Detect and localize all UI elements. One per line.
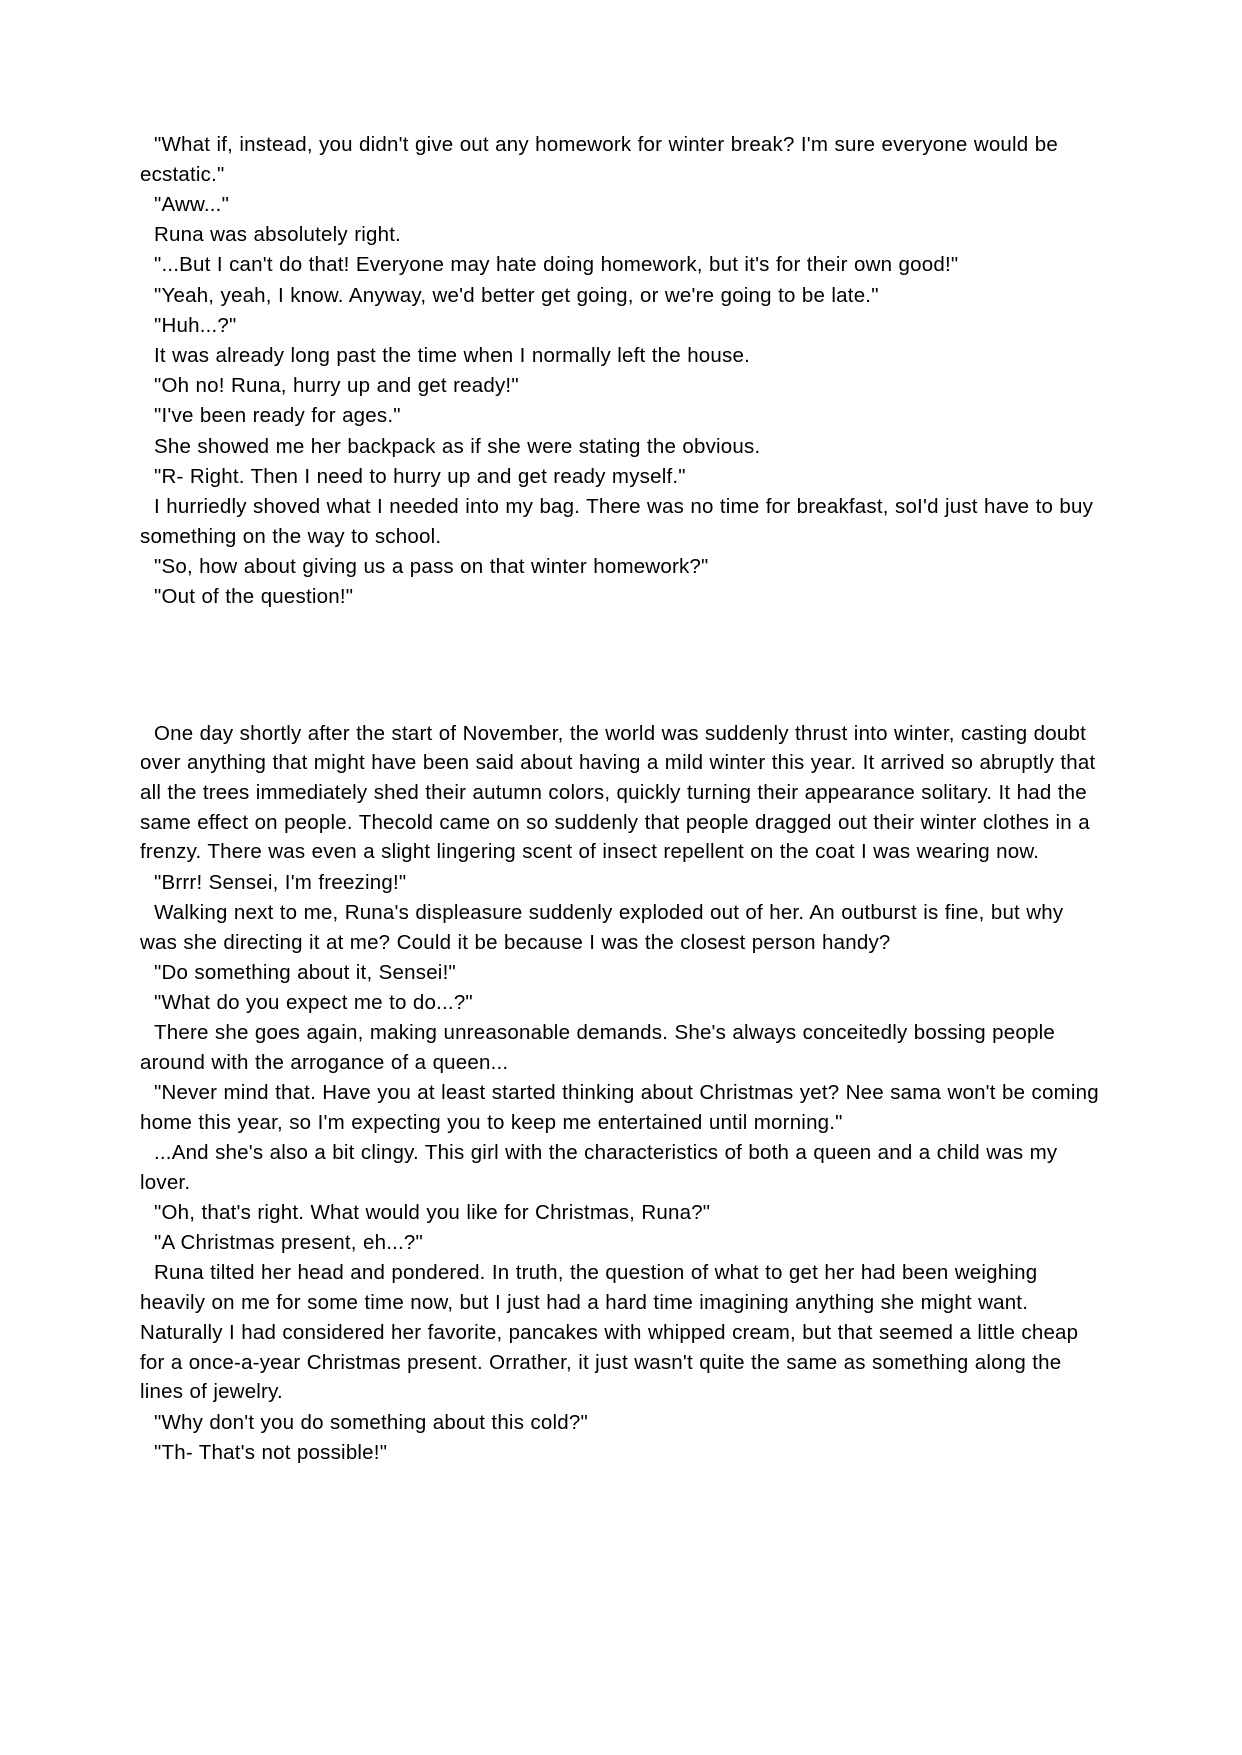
paragraph: "Out of the question!" — [154, 585, 354, 609]
paragraph: "...But I can't do that! Everyone may hate doing homework, but it's for their own good!" — [154, 253, 959, 277]
paragraph: I hurriedly shoved what I needed into my bag. There was no time for breakfast, soI'd just have to buy something on the way to school. — [140, 495, 1094, 548]
paragraph: She showed me her backpack as if she were stating the obvious. — [154, 434, 761, 458]
paragraph: "R- Right. Then I need to hurry up and get ready myself." — [154, 464, 686, 488]
paragraph: "Oh, that's right. What would you like for Christmas, Runa?" — [154, 1201, 711, 1224]
paragraph: It was already long past the time when I normally left the house. — [154, 344, 750, 368]
section-break — [140, 613, 1102, 719]
paragraph: "What if, instead, you didn't give out any homework for winter break? I'm sure everyone would be ecstatic." — [140, 133, 1058, 186]
section-two — [140, 719, 1102, 1468]
paragraph: Walking next to me, Runa's displeasure suddenly exploded out of her. An outburst is fine, but why was she directing it at me? Could it be because I was the closest person handy? — [140, 900, 1064, 954]
paragraph: "Brrr! Sensei, I'm freezing!" — [154, 870, 407, 894]
paragraph: "A Christmas present, eh...?" — [154, 1231, 423, 1255]
paragraph: One day shortly after the start of November, the world was suddenly thrust into winter, casting doubt over anything that might have been said about having a mild winter this year. It arrived so abruptly that all the trees immediately shed their autumn colors, quickly turning their appearance solitary. It had the same effect on people. Thecold came on so suddenly that people dragged out their winter clothes in a frenzy. There was even a slight lingering scent of insect repellent on the coat I was wearing now. — [140, 721, 1096, 864]
paragraph: "Never mind that. Have you at least started thinking about Christmas yet? Nee sama won't be coming home this year, so I'm expecting you to keep me entertained until morning." — [140, 1081, 1099, 1134]
paragraph: "Oh no! Runa, hurry up and get ready!" — [154, 374, 519, 398]
paragraph: There she goes again, making unreasonable demands. She's always conceitedly bossing people around with the arrogance of a queen... — [140, 1021, 1055, 1074]
paragraph: "Do something about it, Sensei!" — [154, 960, 456, 984]
paragraph: "What do you expect me to do...?" — [154, 990, 473, 1014]
paragraph: "Huh...?" — [154, 313, 237, 337]
paragraph: "Th- That's not possible!" — [154, 1440, 388, 1464]
paragraph: "Why don't you do something about this cold?" — [154, 1410, 588, 1434]
paragraph: Runa was absolutely right. — [154, 223, 401, 247]
paragraph: "So, how about giving us a pass on that winter homework?" — [154, 555, 709, 579]
paragraph: ...And she's also a bit clingy. This girl with the characteristics of both a queen and a child was my lover. — [140, 1141, 1058, 1194]
paragraph: "Aww..." — [154, 192, 230, 216]
section-one — [140, 130, 1102, 612]
paragraph: "Yeah, yeah, I know. Anyway, we'd better get going, or we're going to be late." — [154, 283, 879, 307]
paragraph: Runa tilted her head and pondered. In truth, the question of what to get her had been weighing heavily on me for some time now, but I just had a hard time imagining anything she might want. Naturally I had considered her favorite, pancakes with whipped cream, but that seemed a little cheap for a once-a-year Christmas present. Orrather, it just wasn't quite the same as something along the lines of jewelry. — [140, 1261, 1079, 1404]
paragraph: "I've been ready for ages." — [154, 404, 401, 428]
